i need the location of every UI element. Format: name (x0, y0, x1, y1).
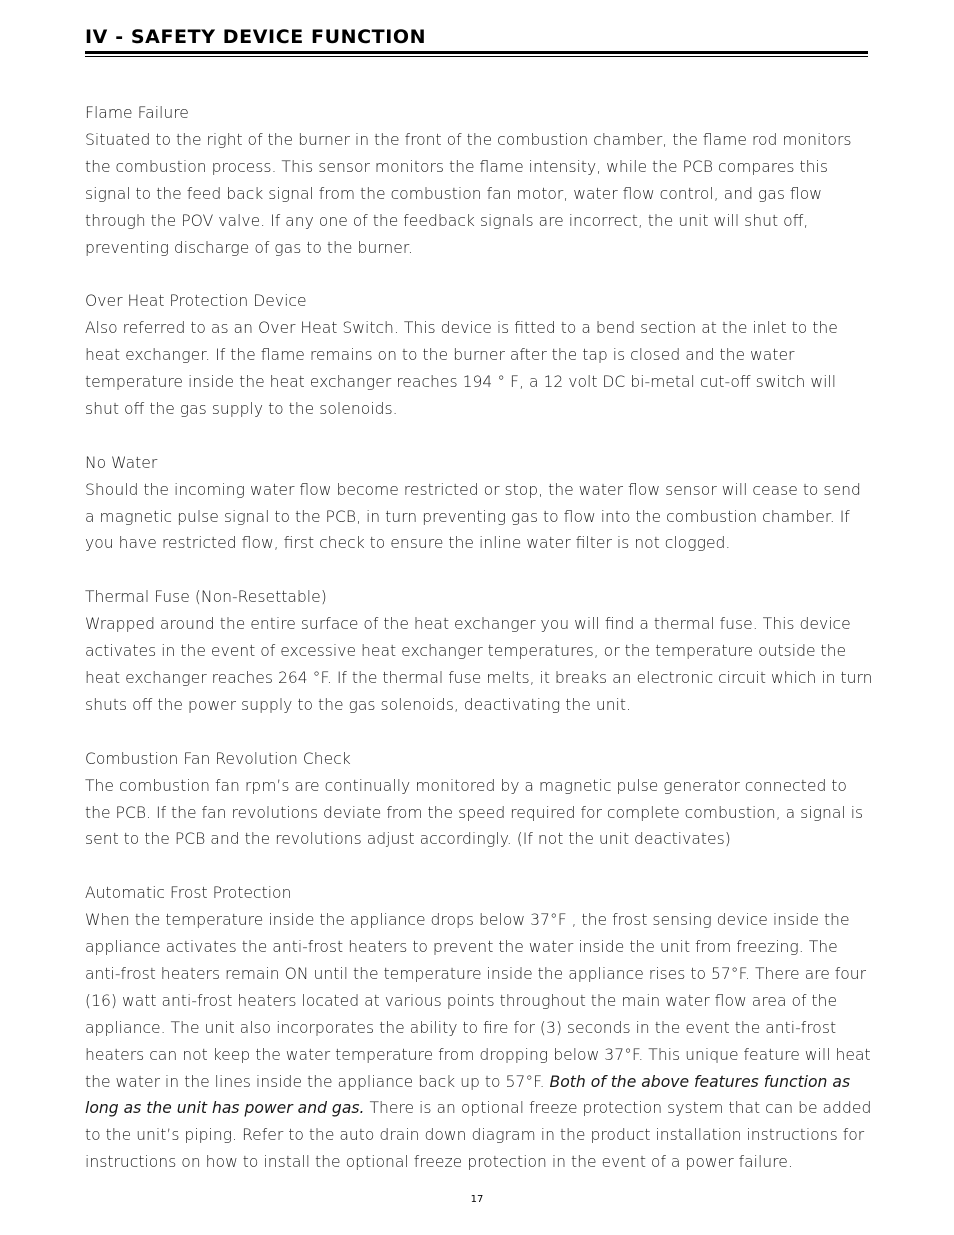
section-body: Wrapped around the entire surface of the heat exchanger you will find a thermal fuse. This device activates in the event of excessive heat exchanger temperatures, or the temperature outside the heat exchanger reaches 264 °F. If the thermal fuse melts, it breaks an electronic circuit which in turn shuts off the power supply to the gas solenoids, deactivating the unit. (85, 615, 873, 714)
section-title: Thermal Fuse (Non-Resettable) (85, 588, 327, 607)
section-no-water (85, 450, 875, 558)
body-text: There is an optional freeze protection system that can be added to the unit’s piping. Refer to the auto drain down diagram in the product installation instructions for instructions on how to install the optional freeze protection in the event of a power failure. (85, 1099, 872, 1172)
heading-rule-thin (85, 56, 868, 57)
section-title: Over Heat Protection Device (85, 292, 307, 311)
section-title: Automatic Frost Protection (85, 884, 292, 903)
section-title: No Water (85, 453, 158, 472)
section-body: Situated to the right of the burner in the front of the combustion chamber, the flame rod monitors the combustion process. This sensor monitors the flame intensity, while the PCB compares this signal to the feed back signal from the combustion fan motor, water flow control, and gas flow through the POV valve. If any one of the feedback signals are incorrect, the unit will shut off, preventing discharge of gas to the burner. (85, 130, 852, 257)
heading-rule-thick (85, 51, 868, 54)
body-text: When the temperature inside the appliance drops below 37°F , the frost sensing device inside the appliance activates the anti-frost heaters to prevent the water inside the unit from freezing. The anti-frost heaters remain ON until the temperature inside the appliance rises to 57°F. There are four (16) watt anti-frost heaters located at various points throughout the main water flow area of the appliance. The unit also incorporates the ability to fire for (3) seconds in the event the anti-frost heaters can not keep the water temperature from dropping below 37°F. This unique feature will heat the water in the lines inside the appliance back up to 57°F. (85, 911, 871, 1091)
section-body: Should the incoming water flow become restricted or stop, the water flow sensor will cease to send a magnetic pulse signal to the PCB, in turn preventing gas to flow into the combustion chamber. If you have restricted flow, first check to ensure the inline water filter is not clogged. (85, 480, 861, 553)
section-title: Combustion Fan Revolution Check (85, 749, 351, 768)
section-title: Flame Failure (85, 104, 189, 122)
page-number: 17 (470, 1194, 484, 1205)
section-automatic-frost-protection (85, 880, 875, 1176)
section-over-heat-protection (85, 288, 875, 423)
page-title: IV - SAFETY DEVICE FUNCTION (85, 26, 427, 48)
section-thermal-fuse (85, 584, 875, 719)
section-body: The combustion fan rpm’s are continually monitored by a magnetic pulse generator connected to the PCB. If the fan revolutions deviate from the speed required for complete combustion, a signal is sent to the PCB and the revolutions adjust accordingly. (If not the unit deactivates) (85, 776, 864, 849)
section-body (85, 907, 875, 1176)
body-italic-text: Both of the above features function as long as the unit has power and gas. (85, 1072, 851, 1118)
document-body (85, 100, 875, 1176)
section-body: Also referred to as an Over Heat Switch. This device is fitted to a bend section at the inlet to the heat exchanger. If the flame remains on to the burner after the tap is closed and the water temperature inside the heat exchanger reaches 194 ° F, a 12 volt DC bi-metal cut-off switch will shut off the gas supply to the solenoids. (85, 319, 838, 418)
section-combustion-fan-check (85, 746, 875, 854)
section-flame-failure (85, 100, 875, 261)
